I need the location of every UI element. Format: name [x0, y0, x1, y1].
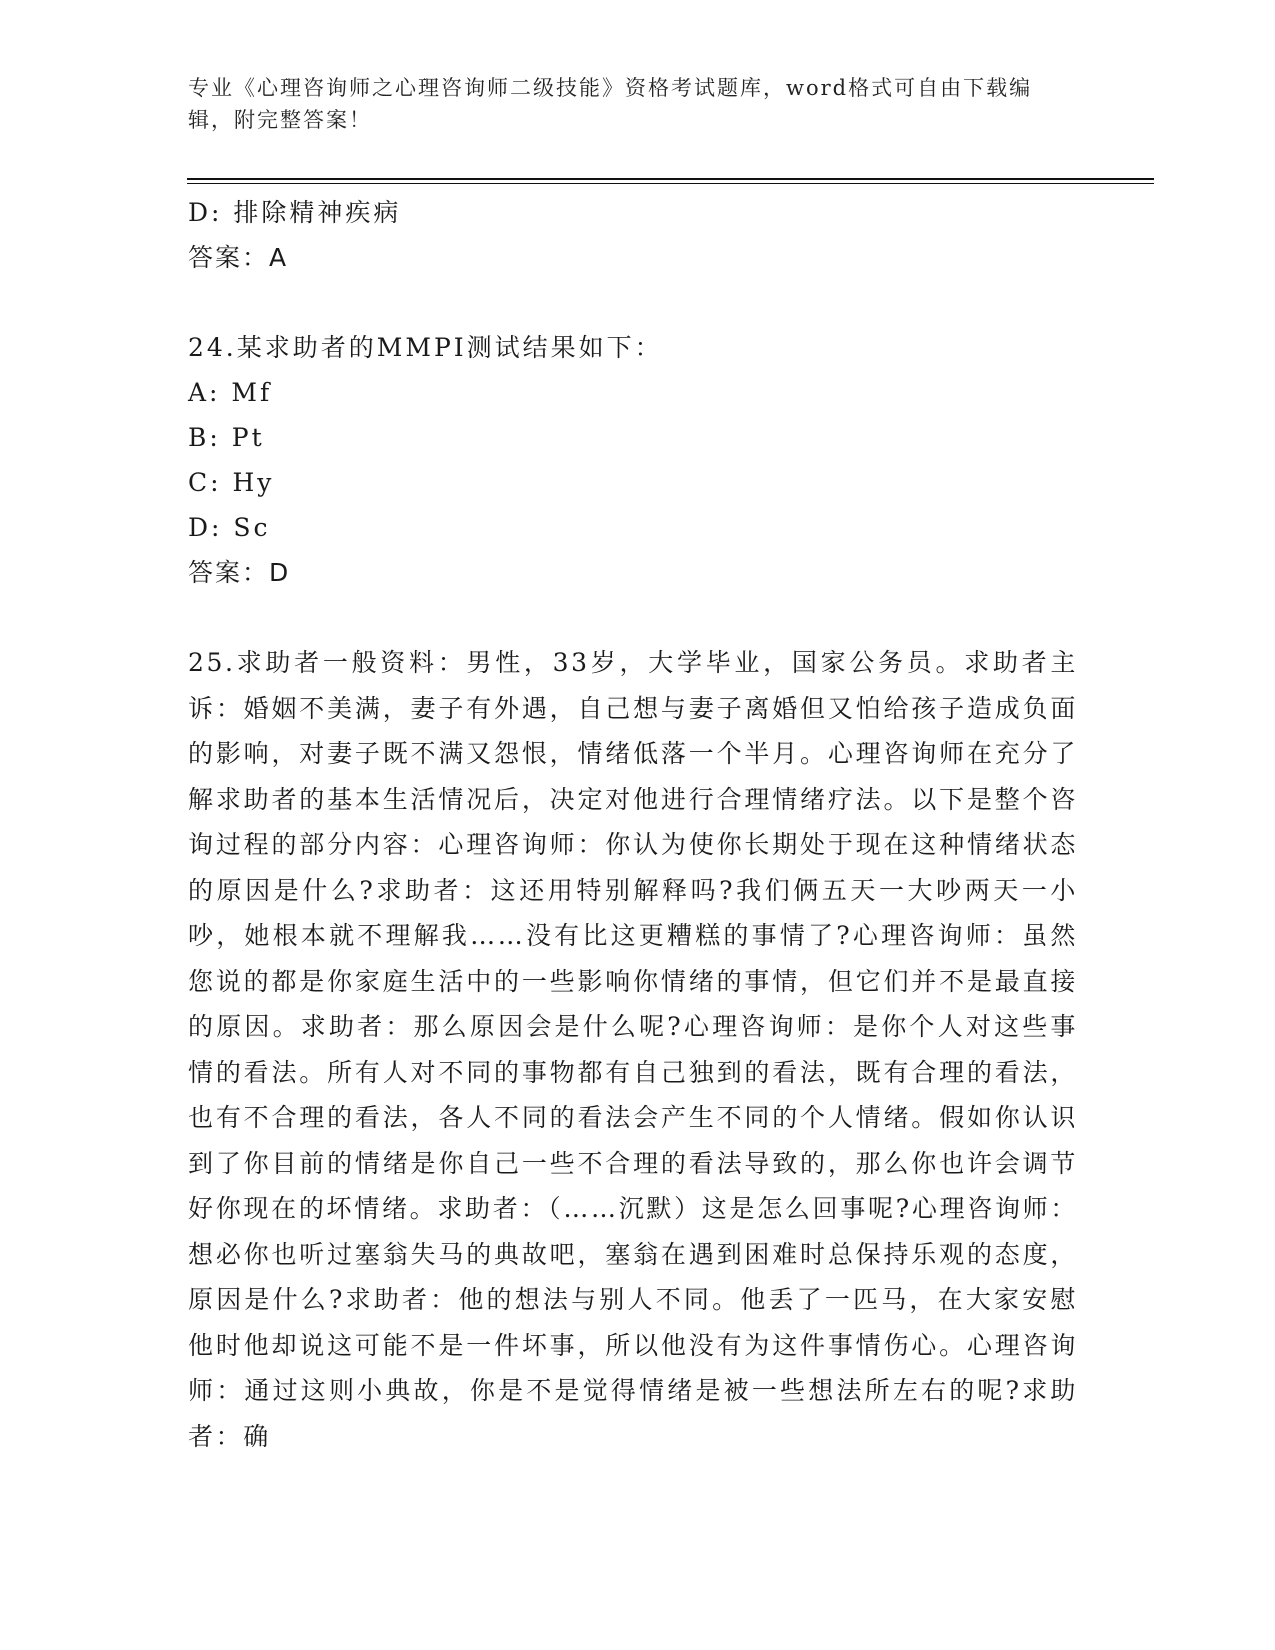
q24-option-a: A: Mf	[188, 378, 273, 407]
q24-stem: 24.某求助者的MMPI测试结果如下：	[188, 333, 663, 362]
q23-option-d: D: 排除精神疾病	[188, 198, 402, 227]
q24-option-b: B: Pt	[188, 423, 265, 452]
q24-option-c: C: Hy	[188, 468, 275, 497]
q23-answer: 答案：A	[188, 243, 289, 272]
q24-answer: 答案：D	[188, 558, 291, 587]
document-body	[188, 190, 1088, 1459]
q24-option-d: D: Sc	[188, 513, 271, 542]
spacer	[188, 280, 1088, 325]
document-header: 专业《心理咨询师之心理咨询师二级技能》资格考试题库，word格式可自由下载编辑，附完整答案！	[188, 76, 1033, 132]
header-rule-thin	[187, 183, 1154, 184]
q25-stem: 25.求助者一般资料：男性，33岁，大学毕业，国家公务员。求助者主诉：婚姻不美满，妻子有外遇，自己想与妻子离婚但又怕给孩子造成负面的影响，对妻子既不满又怨恨，情绪低落一个半月。心理咨询师在充分了解求助者的基本生活情况后，决定对他进行合理情绪疗法。以下是整个咨询过程的部分内容：心理咨询师：你认为使你长期处于现在这种情绪状态的原因是什么?求助者：这还用特别解释吗?我们俩五天一大吵两天一小吵，她根本就不理解我……没有比这更糟糕的事情了?心理咨询师：虽然您说的都是你家庭生活中的一些影响你情绪的事情，但它们并不是最直接的原因。求助者：那么原因会是什么呢?心理咨询师：是你个人对这些事情的看法。所有人对不同的事物都有自己独到的看法，既有合理的看法，也有不合理的看法，各人不同的看法会产生不同的个人情绪。假如你认识到了你目前的情绪是你自己一些不合理的看法导致的，那么你也许会调节好你现在的坏情绪。求助者：（……沉默）这是怎么回事呢?心理咨询师：想必你也听过塞翁失马的典故吧，塞翁在遇到困难时总保持乐观的态度，原因是什么?求助者：他的想法与别人不同。他丢了一匹马，在大家安慰他时他却说这可能不是一件坏事，所以他没有为这件事情伤心。心理咨询师：通过这则小典故，你是不是觉得情绪是被一些想法所左右的呢?求助者：确	[188, 648, 1078, 1451]
spacer	[188, 595, 1088, 640]
header-rule-thick	[187, 178, 1154, 180]
